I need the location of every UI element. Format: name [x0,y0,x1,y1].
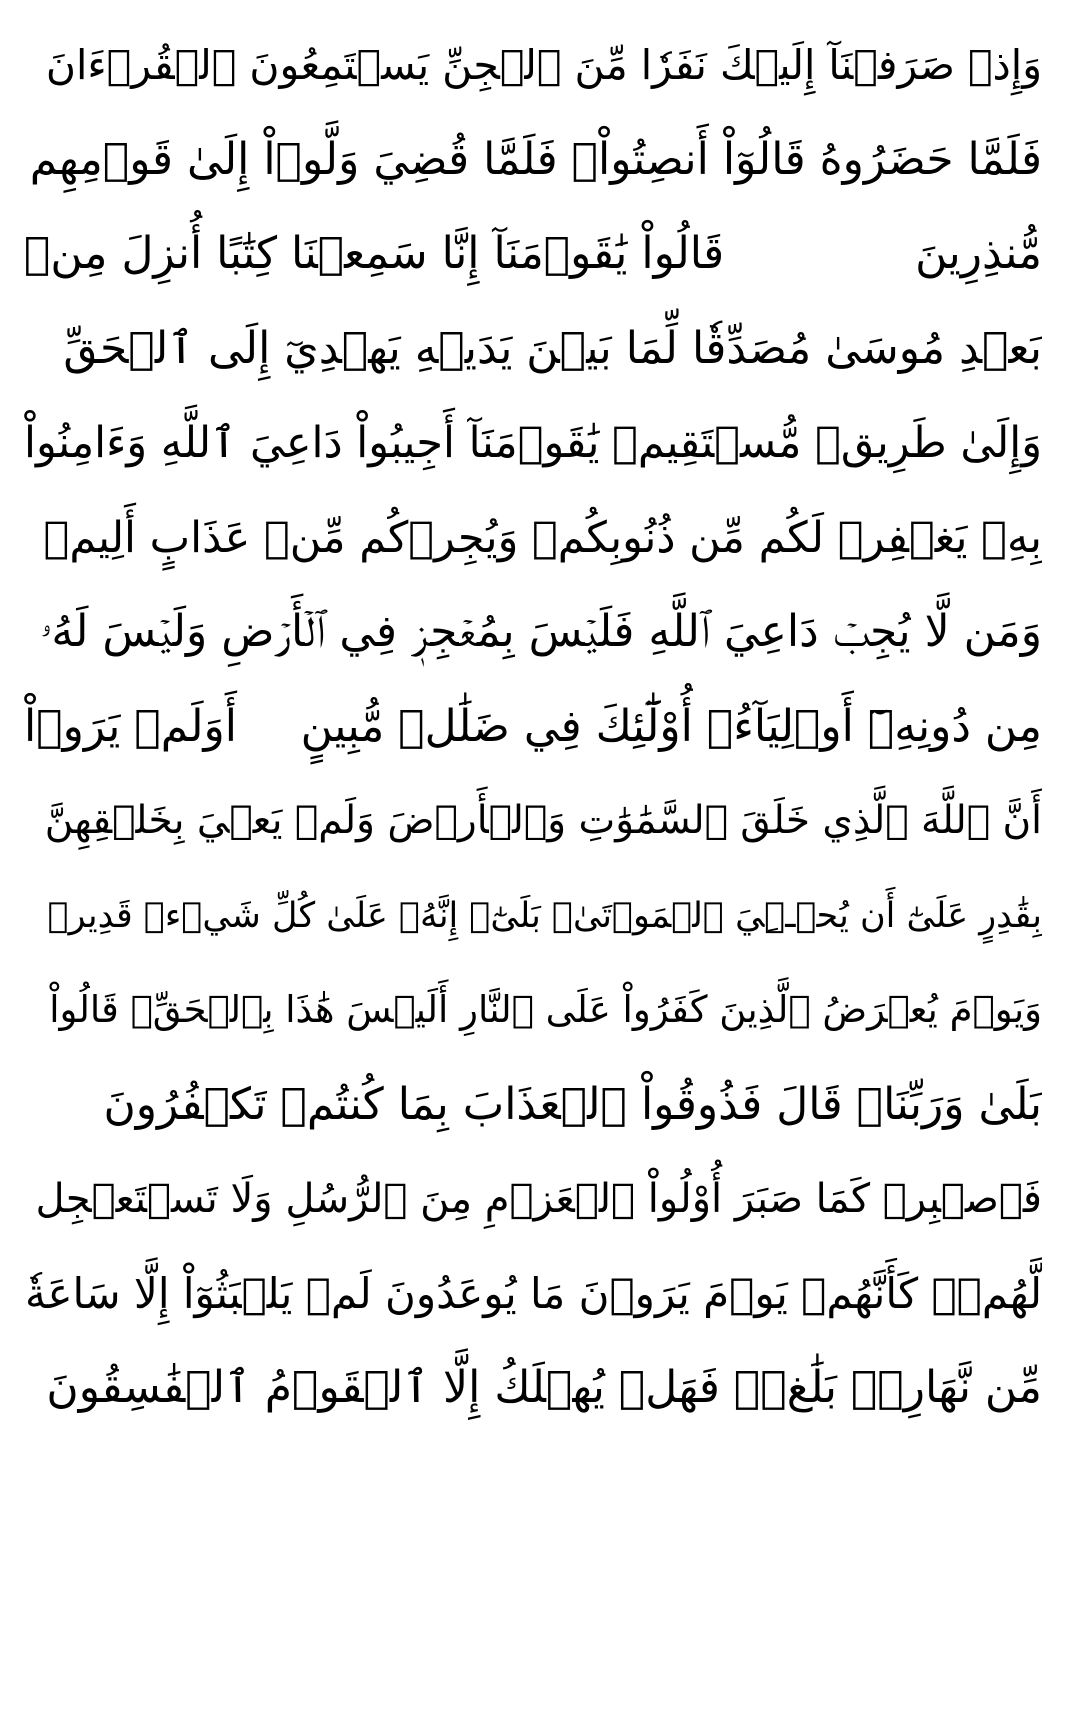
line-text: لَّهُمۡۚ كَأَنَّهُمۡ يَوۡمَ يَرَوۡنَ مَا يُوعَدُونَ لَمۡ يَلۡبَثُوٓاْ إِلَّا سَاعَةٗ [24,1268,1042,1318]
text-line-5 [24,396,1042,491]
text-line-8 [24,680,1042,775]
line-text: بَعۡدِ مُوسَىٰ مُصَدِّقٗا لِّمَا بَيۡنَ يَدَيۡهِ يَهۡدِيٓ إِلَى ٱلۡحَقِّ [63,322,1042,374]
verse-end-text: مُّنذِرِينَ [915,228,1042,279]
verse-start-text: يَٰقَوۡمَنَآ أَجِيبُواْ دَاعِيَ ٱللَّهِ وَءَامِنُواْ [24,418,600,468]
text-line-6 [24,491,1042,586]
line-text: فَلَمَّا حَضَرُوهُ قَالُوٓاْ أَنصِتُواْۖ فَلَمَّا قُضِيَ وَلَّوۡاْ إِلَىٰ قَوۡمِهِم [29,133,1042,185]
text-line-11 [24,963,1042,1058]
text-line-12 [24,1058,1042,1153]
text-line-13 [24,1152,1042,1247]
text-line-9 [24,774,1042,869]
text-line-10 [24,869,1042,964]
text-line-2 [24,113,1042,208]
line-text: وَيَوۡمَ يُعۡرَضُ ٱلَّذِينَ كَفَرُواْ عَلَى ٱلنَّارِ أَلَيۡسَ هَٰذَا بِٱلۡحَقِّۖ قَالُواْ [49,988,1042,1031]
line-text: فَٱصۡبِرۡ كَمَا صَبَرَ أُوْلُواْ ٱلۡعَزۡمِ مِنَ ٱلرُّسُلِ وَلَا تَسۡتَعۡجِل [35,1176,1042,1222]
line-text: بِقَٰدِرٍ عَلَىٰٓ أَن يُحۡـِۧيَ ٱلۡمَوۡتَىٰۚ بَلَىٰٓۚ إِنَّهُۥ عَلَىٰ كُلِّ شَيۡءٖ قَدِيرٞ [47,895,1042,936]
text-line-14 [24,1247,1042,1342]
verse-end-text: وَإِلَىٰ طَرِيقٖ مُّسۡتَقِيمٖ [612,418,1042,468]
verse-start-text: أَوَلَمۡ يَرَوۡاْ [24,700,237,752]
line-text: بِهِۦ يَغۡفِرۡ لَكُم مِّن ذُنُوبِكُمۡ وَيُجِرۡكُم مِّنۡ عَذَابٍ أَلِيمٖ [43,512,1042,563]
text-line-3 [24,207,1042,302]
verse-start-text: قَالُواْ يَٰقَوۡمَنَآ إِنَّا سَمِعۡنَا كِتَٰبًا أُنزِلَ مِنۢ [24,228,725,279]
line-text: مِّن نَّهَارِۭۚ بَلَٰغٞۚ فَهَلۡ يُهۡلَكُ إِلَّا ٱلۡقَوۡمُ ٱلۡفَٰسِقُونَ [46,1362,1042,1413]
line-text: وَمَن لَّا يُجِبۡ دَاعِيَ ٱللَّهِ فَلَيۡسَ بِمُعۡجِزٖ فِي ٱلۡأَرۡضِ وَلَيۡسَ لَهُۥ [40,606,1042,657]
line-text: وَإِذۡ صَرَفۡنَآ إِلَيۡكَ نَفَرٗا مِّنَ ٱلۡجِنِّ يَسۡتَمِعُونَ ٱلۡقُرۡءَانَ [45,41,1042,89]
text-line-4 [24,302,1042,397]
text-line-7 [24,585,1042,680]
text-line-1 [24,18,1042,113]
text-line-15 [24,1341,1042,1436]
verse-end-text: مِن دُونِهِۦٓ أَوۡلِيَآءُۚ أُوْلَٰٓئِكَ فِي ضَلَٰلٖ مُّبِينٍ [300,700,1042,752]
line-text: بَلَىٰ وَرَبِّنَاۚ قَالَ فَذُوقُواْ ٱلۡعَذَابَ بِمَا كُنتُمۡ تَكۡفُرُونَ [103,1078,1042,1130]
line-text: أَنَّ ٱللَّهَ ٱلَّذِي خَلَقَ ٱلسَّمَٰوَٰتِ وَٱلۡأَرۡضَ وَلَمۡ يَعۡيَ بِخَلۡقِهِنَّ [44,798,1042,843]
